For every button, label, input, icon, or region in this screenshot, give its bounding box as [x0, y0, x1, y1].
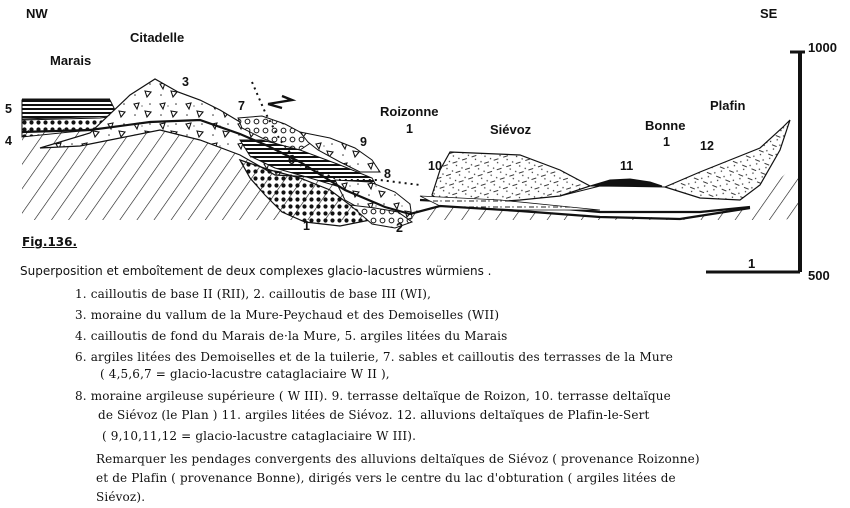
- unit-label-3: 3: [182, 75, 189, 89]
- place-citadelle: Citadelle: [130, 30, 185, 45]
- place-marais: Marais: [50, 53, 92, 68]
- orientation-se: SE: [760, 6, 778, 21]
- figure-label: Fig.136.: [22, 235, 78, 249]
- unit-label-9: 9: [360, 135, 367, 149]
- unit-label-7: 7: [238, 99, 245, 113]
- unit-11-sievoz-clays: [590, 179, 662, 186]
- unit-label-2: 2: [396, 221, 403, 235]
- unit-label-12: 12: [700, 139, 714, 153]
- legend-line: 8. moraine argileuse supérieure ( W III). 9. terrasse deltaïque de Roizon, 10. terrasse deltaïque: [75, 389, 671, 403]
- legend-line: Remarquer les pendages convergents des alluvions deltaïques de Siévoz ( provenance Roizonne): [96, 452, 700, 466]
- legend-line: 4. cailloutis de fond du Marais de·la Mure, 5. argiles litées du Marais: [75, 329, 508, 343]
- river-mark-bonne: 1: [663, 135, 670, 149]
- legend-line: ( 4,5,6,7 = glacio-lacustre cataglaciaire W II ),: [100, 367, 390, 381]
- scale-label-1000: 1000: [808, 40, 837, 55]
- legend-line: Siévoz).: [96, 490, 146, 504]
- legend-line: de Siévoz (le Plan ) 11. argiles litées de Siévoz. 12. alluvions deltaïques de Plafin-le-Sert: [98, 408, 650, 422]
- legend-line: ( 9,10,11,12 = glacio-lacustre cataglaciaire W III).: [102, 429, 417, 443]
- place-sievoz: Siévoz: [490, 122, 532, 137]
- unit-label-4: 4: [5, 134, 12, 148]
- scale-label-500: 500: [808, 268, 830, 283]
- unit-10-sievoz-terrace: [432, 152, 590, 205]
- arrow-marker: [268, 96, 292, 108]
- legend-line: et de Plafin ( provenance Bonne), dirigés vers le centre du lac d'obturation ( argiles litées de: [96, 471, 676, 485]
- legend-line: 1. cailloutis de base II (RII), 2. cailloutis de base III (WI),: [75, 287, 432, 301]
- scale-label-horizontal: 1: [748, 256, 756, 271]
- place-bonne: Bonne: [645, 118, 686, 133]
- legend-line: 6. argiles litées des Demoiselles et de la tuilerie, 7. sables et cailloutis des terrasses de la Mure: [75, 350, 673, 364]
- unit-label-8: 8: [384, 167, 391, 181]
- unit-label-10: 10: [428, 159, 442, 173]
- unit-5-stratified-clays: [22, 100, 118, 119]
- unit-label-6: 6: [288, 153, 295, 167]
- place-plafin: Plafin: [710, 98, 746, 113]
- river-mark-roizonne: 1: [406, 122, 413, 136]
- legend-line: 3. moraine du vallum de la Mure-Peychaud et des Demoiselles (WII): [75, 308, 500, 322]
- place-roizonne: Roizonne: [380, 104, 439, 119]
- unit-label-11: 11: [620, 159, 634, 173]
- figure-caption: Superposition et emboîtement de deux complexes glacio-lacustres würmiens .: [20, 264, 492, 278]
- unit-label-1: 1: [303, 219, 310, 233]
- orientation-nw: NW: [26, 6, 48, 21]
- unit-label-5: 5: [5, 102, 12, 116]
